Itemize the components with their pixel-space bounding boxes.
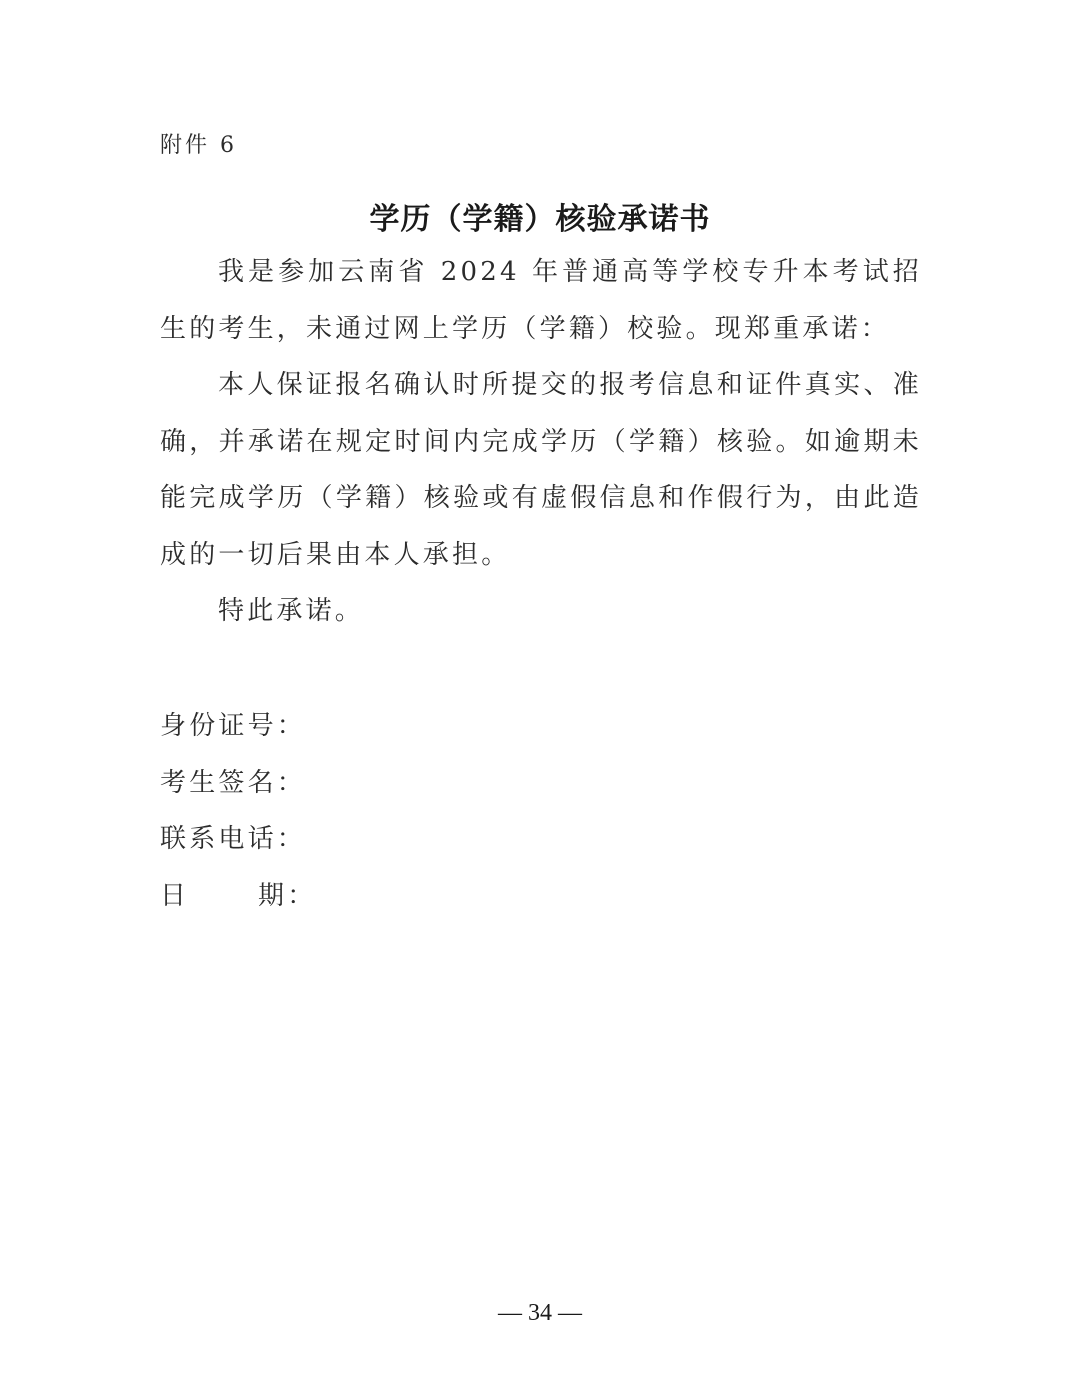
paragraph-closing: 特此承诺。: [218, 596, 365, 626]
page-number: — 34 —: [498, 1300, 582, 1326]
id-number-label: 身份证号：: [160, 711, 307, 741]
signature-fields: [160, 698, 316, 924]
paragraph-intro: 我是参加云南省 2024 年普通高等学校专升本考试招生的考生，未通过网上学历（学籍）校验。现郑重承诺：: [160, 257, 922, 344]
commitment-body: [160, 244, 922, 640]
paragraph-commitment: 本人保证报名确认时所提交的报考信息和证件真实、准确，并承诺在规定时间内完成学历（学籍）核验。如逾期未能完成学历（学籍）核验或有虚假信息和作假行为，由此造成的一切后果由本人承担。: [160, 370, 922, 570]
attachment-label: 附件 6: [160, 133, 237, 158]
signature-label: 考生签名：: [160, 767, 307, 798]
phone-label: 联系电话：: [160, 824, 307, 854]
date-label: 日 期：: [160, 880, 317, 911]
document-title: 学历（学籍）核验承诺书: [369, 202, 711, 237]
